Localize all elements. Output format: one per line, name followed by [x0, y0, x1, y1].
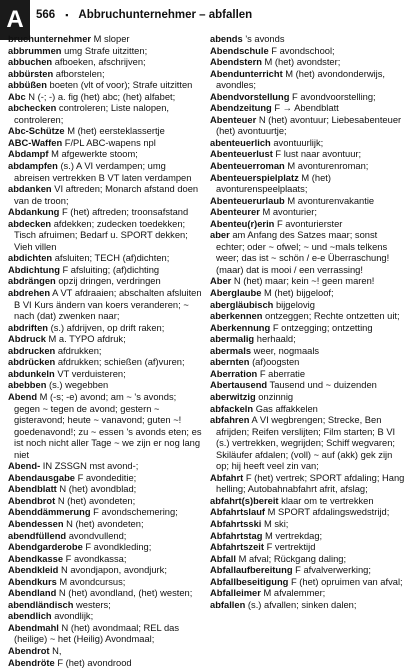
- entry-headword: abendfüllend: [8, 530, 67, 541]
- entry-definition: (s.) A VI verdampen; umg abreisen vertrekken B VT laten verdampen: [14, 161, 192, 183]
- entry-headword: abdampfen: [8, 161, 58, 172]
- dictionary-entry: [210, 288, 406, 300]
- dictionary-entry: [8, 588, 204, 600]
- entry-headword: ABC-Waffen: [8, 137, 63, 148]
- dictionary-entry: [8, 126, 204, 138]
- dictionary-entry: [8, 184, 204, 207]
- dictionary-entry: [210, 577, 406, 589]
- entry-definition: afdrukken; schießen (af)vuren;: [55, 357, 185, 368]
- dictionary-entry: [210, 207, 406, 219]
- left-column: [8, 34, 204, 668]
- dictionary-entry: [210, 300, 406, 312]
- dictionary-entry: [8, 103, 204, 126]
- dictionary-entry: [210, 161, 406, 173]
- entry-definition: F afsluiting; (af)dichting: [59, 264, 160, 275]
- entry-definition: F (het) opruimen van afval;: [288, 576, 403, 587]
- dictionary-entry: [210, 323, 406, 335]
- dictionary-entry: [210, 230, 406, 276]
- dictionary-entry: [8, 369, 204, 381]
- dictionary-entry: [210, 219, 406, 231]
- entry-headword: abdecken: [8, 218, 52, 229]
- entry-headword: Abend-: [8, 461, 41, 472]
- dictionary-entry: [210, 311, 406, 323]
- entry-headword: abdrängen: [8, 276, 56, 287]
- entry-definition: F/PL ABC-wapens npl: [62, 137, 156, 148]
- dictionary-entry: [8, 207, 204, 219]
- dictionary-entry: [8, 288, 204, 323]
- entry-definition: M avonturier;: [259, 207, 317, 218]
- entry-headword: Abendunterricht: [210, 68, 283, 79]
- dictionary-entry: [8, 554, 204, 566]
- entry-definition: weer, nogmaals: [251, 345, 320, 356]
- entry-headword: Abendgarderobe: [8, 542, 83, 553]
- entry-definition: F (het) aftreden; troonsafstand: [59, 207, 189, 218]
- entry-definition: (s.) wegebben: [46, 380, 109, 391]
- entry-definition: boeten (vlt of voor); Strafe uitzitten: [46, 80, 193, 91]
- entry-definition: M vertrekdag;: [262, 530, 323, 541]
- entry-definition: A VI wegbrengen; Strecke, Ben afrijden; Reifen verslijten; Film starten; B VI (s.) vertrekken, wegrijden; Schiff wegvaren; Skiläufer afdalen; (voll) ~ auf (akk) gek zijn op; hij heeft veel zin van;: [216, 415, 396, 472]
- entry-headword: abdunkeln: [8, 368, 55, 379]
- dictionary-entry: [210, 46, 406, 58]
- entry-definition: M (het) eersteklassertje: [64, 126, 165, 137]
- entry-headword: abbürsten: [8, 68, 54, 79]
- dictionary-entry: [210, 196, 406, 208]
- dictionary-entry: [8, 380, 204, 392]
- page-number: 566: [36, 9, 56, 21]
- dictionary-entry: [8, 542, 204, 554]
- entry-headword: bruchunternehmer: [8, 34, 92, 44]
- entry-headword: aber: [210, 230, 230, 241]
- entry-definition: N (-; -) a. fig (het) abc; (het) alfabet;: [25, 91, 176, 102]
- dictionary-entry: [8, 461, 204, 473]
- entry-headword: abfallen: [210, 599, 246, 610]
- entry-headword: abenteuerlich: [210, 137, 271, 148]
- dictionary-entry: [8, 161, 204, 184]
- entry-definition: opzij dringen, verdringen: [55, 276, 161, 287]
- entry-definition: M (het) avonturenspeelplaats;: [216, 172, 331, 195]
- entry-definition: controleren; Liste nalopen, controleren;: [14, 103, 170, 125]
- entry-definition: F avonturierster: [274, 218, 343, 229]
- entry-definition: M sloper: [91, 34, 130, 44]
- entry-headword: abdrücken: [8, 357, 56, 368]
- dictionary-entry: [8, 219, 204, 254]
- dictionary-entry: [210, 276, 406, 288]
- entry-definition: F (het) avondrood: [54, 657, 132, 668]
- entry-headword: Abfalleimer: [210, 588, 261, 599]
- dictionary-entry: [210, 138, 406, 150]
- dictionary-entry: [8, 323, 204, 335]
- dictionary-entry: [8, 484, 204, 496]
- dictionary-entry: [8, 600, 204, 612]
- entry-definition: N (het) avondeten;: [63, 518, 144, 529]
- entry-definition: afsluiten; TECH (af)dichten;: [52, 253, 170, 264]
- entry-definition: N (het) avondblad;: [56, 484, 137, 495]
- entry-headword: Abenteu(r)erin: [210, 218, 275, 229]
- entry-definition: F ontzegging; ontzetting: [270, 322, 373, 333]
- dictionary-entry: [210, 92, 406, 104]
- entry-definition: avontuurlijk;: [270, 137, 324, 148]
- dictionary-entry: [8, 138, 204, 150]
- entry-headword: abfahrt(s)bereit: [210, 495, 279, 506]
- dictionary-entry: [8, 519, 204, 531]
- entry-headword: abbrummen: [8, 45, 62, 56]
- entry-headword: Abendausgabe: [8, 472, 75, 483]
- dictionary-entry: [210, 404, 406, 416]
- entry-definition: westers;: [73, 599, 111, 610]
- entry-definition: am Anfang des Satzes maar; sonst echter; oder ~ ofwel; ~ und ~mals telkens weer; das ist ~ schön / e-e Überraschung! (maar) dat is mooi / een verrassing!: [216, 230, 390, 275]
- entry-definition: F avondkleding;: [82, 542, 152, 553]
- entry-headword: Abendmahl: [8, 622, 59, 633]
- entry-definition: M avonturenvakantie: [284, 195, 375, 206]
- dictionary-entry: [8, 473, 204, 485]
- entry-headword: aberkennen: [210, 311, 263, 322]
- dictionary-entry: [8, 658, 204, 669]
- dictionary-entry: [210, 57, 406, 69]
- entry-headword: Abfahrtsski: [210, 518, 262, 529]
- dictionary-entry: [210, 496, 406, 508]
- entry-definition: F afvalverwerking;: [292, 565, 371, 576]
- dictionary-entry: [8, 346, 204, 358]
- entry-headword: Abenteuerlust: [210, 149, 273, 160]
- entry-headword: Abdichtung: [8, 264, 60, 275]
- entry-definition: N (het) avontuur; Liebesabenteuer (het) avontuurtje;: [216, 114, 402, 137]
- dictionary-entry: [210, 519, 406, 531]
- entry-definition: bijgelovig: [273, 299, 315, 310]
- dictionary-entry: [210, 600, 406, 612]
- entry-headword: Abfahrtszeit: [210, 542, 264, 553]
- entry-headword: Abenteuerurlaub: [210, 195, 285, 206]
- entry-headword: Abendstern: [210, 57, 262, 68]
- entry-definition: F avondschemering;: [90, 507, 178, 518]
- dictionary-entry: [8, 623, 204, 646]
- entry-headword: abbüßen: [8, 80, 47, 91]
- dictionary-entry: [210, 34, 406, 46]
- entry-definition: M afval; Rückgang daling;: [235, 553, 347, 564]
- dictionary-entry: [8, 92, 204, 104]
- dictionary-entry: [8, 34, 204, 46]
- entry-definition: N (het) avondeten;: [55, 495, 136, 506]
- dictionary-entry: [210, 415, 406, 473]
- dictionary-entry: [210, 357, 406, 369]
- dictionary-entry: [8, 80, 204, 92]
- dictionary-entry: [210, 149, 406, 161]
- dictionary-entry: [8, 577, 204, 589]
- dictionary-entry: [210, 392, 406, 404]
- entry-headword: Abendschule: [210, 45, 269, 56]
- entry-definition: M (het) avondonderwijs, avondles;: [216, 68, 385, 91]
- entry-headword: Aber: [210, 276, 232, 287]
- entry-definition: M ski;: [261, 518, 289, 529]
- running-head: Abbruchunternehmer – abfallen: [78, 9, 253, 21]
- entry-definition: herhaald;: [254, 334, 296, 345]
- entry-definition: afdrukken;: [55, 345, 102, 356]
- entry-definition: F aberratie: [257, 368, 306, 379]
- entry-headword: Abenteurer: [210, 207, 260, 218]
- dictionary-entry: [210, 588, 406, 600]
- entry-definition: M avonturenroman;: [284, 161, 369, 172]
- entry-definition: F (het) vertrek; SPORT afdaling; Hang helling; Autobahnabfahrt afrit, afslag;: [216, 472, 405, 495]
- entry-headword: abergläubisch: [210, 299, 274, 310]
- entry-headword: Aberkennung: [210, 322, 271, 333]
- entry-definition: N (het) avondmaal; REL das (heilige) ~ het (Heilig) Avondmaal;: [14, 622, 180, 645]
- entry-headword: Abendvorstellung: [210, 91, 290, 102]
- entry-definition: M a. TYPO afdruk;: [45, 334, 126, 345]
- entry-definition: afboeken, afschrijven;: [52, 57, 146, 68]
- entry-headword: Abendröte: [8, 657, 55, 668]
- entry-definition: avondvullend;: [66, 530, 127, 541]
- dictionary-entry: [210, 507, 406, 519]
- entry-headword: abfahren: [210, 415, 250, 426]
- entry-definition: F lust naar avontuur;: [272, 149, 362, 160]
- dictionary-entry: [8, 357, 204, 369]
- dictionary-entry: [8, 496, 204, 508]
- entry-headword: Abc: [8, 91, 26, 102]
- dictionary-entry: [210, 542, 406, 554]
- entry-headword: abfackeln: [210, 403, 254, 414]
- dictionary-entry: [8, 265, 204, 277]
- entry-headword: Abendland: [8, 588, 57, 599]
- entry-definition: afdekken; zudecken toedekken; Tisch afruimen; Bedarf u. SPORT dekken; Vieh villen: [14, 218, 188, 252]
- entry-headword: Abendkasse: [8, 553, 64, 564]
- entry-headword: abbuchen: [8, 57, 53, 68]
- entry-definition: IN ZSSGN mst avond-;: [40, 461, 139, 472]
- dictionary-entry: [210, 69, 406, 92]
- entry-definition: F avondeditie;: [74, 472, 137, 483]
- entry-headword: abendlich: [8, 611, 52, 622]
- entry-definition: VI aftreden; Monarch afstand doen van de troon;: [14, 184, 199, 206]
- entry-headword: Abenddämmerung: [8, 507, 91, 518]
- dictionary-entry: [8, 334, 204, 346]
- entry-headword: Abendzeitung: [210, 103, 272, 114]
- dictionary-entry: [8, 276, 204, 288]
- entry-definition: N (het) maar; kein ~! geen maren!: [231, 276, 375, 287]
- entry-definition: Tausend und ~ duizenden: [267, 380, 377, 391]
- dictionary-entry: [210, 380, 406, 392]
- entry-headword: abdrucken: [8, 345, 56, 356]
- entry-definition: F → Abendblatt: [271, 103, 339, 114]
- entry-headword: abendländisch: [8, 599, 74, 610]
- entry-definition: F avondschool;: [268, 45, 335, 56]
- entry-headword: abermals: [210, 345, 252, 356]
- entry-definition: N,: [49, 645, 62, 656]
- entry-headword: Abenteuer: [210, 114, 257, 125]
- dictionary-entry: [8, 253, 204, 265]
- header-separator: ▪: [65, 10, 69, 20]
- right-column: [210, 34, 406, 644]
- dictionary-entry: [8, 149, 204, 161]
- entry-headword: Abendessen: [8, 518, 64, 529]
- entry-headword: abebben: [8, 380, 47, 391]
- dictionary-entry: [8, 565, 204, 577]
- dictionary-entry: [210, 473, 406, 496]
- dictionary-entry: [8, 57, 204, 69]
- entry-headword: Abertausend: [210, 380, 268, 391]
- entry-definition: F avondkassa;: [63, 553, 127, 564]
- dictionary-entry: [210, 554, 406, 566]
- entry-definition: (s.) afdrijven, op drift raken;: [47, 322, 165, 333]
- entry-headword: Abenteuerroman: [210, 161, 285, 172]
- entry-headword: Aberglaube: [210, 288, 262, 299]
- entry-definition: M avondcursus;: [56, 576, 126, 587]
- entry-definition: ontzeggen; Rechte ontzetten uit;: [262, 311, 400, 322]
- entry-headword: Abendblatt: [8, 484, 57, 495]
- entry-headword: Abfahrt: [210, 472, 244, 483]
- entry-definition: M afvalemmer;: [260, 588, 326, 599]
- entry-definition: 's avonds: [242, 34, 285, 44]
- dictionary-entry: [8, 611, 204, 623]
- page-header: [36, 6, 404, 24]
- entry-definition: N avondjapon, avondjurk;: [58, 565, 167, 576]
- entry-headword: Abend: [8, 391, 38, 402]
- entry-definition: N (het) avondland, (het) westen;: [56, 588, 193, 599]
- entry-headword: Abc-Schütze: [8, 126, 65, 137]
- dictionary-columns: [8, 34, 406, 668]
- entry-headword: Abendkleid: [8, 565, 59, 576]
- entry-definition: M (-s; -e) avond; am ~ 's avonds; gegen ~ tegen de avond; gestern ~ gisteravond; heute ~ vanavond; guten ~! goedenavond!; zu ~ essen 's avonds eten; es ist noch nicht aller Tage ~ we zijn er nog lang niet: [14, 391, 202, 460]
- entry-definition: umg Strafe uitzitten;: [61, 45, 148, 56]
- entry-headword: abchecken: [8, 103, 57, 114]
- dictionary-entry: [210, 531, 406, 543]
- entry-definition: (s.) afvallen; sinken dalen;: [245, 599, 357, 610]
- entry-definition: M SPORT afdalingswedstrijd;: [265, 507, 390, 518]
- entry-headword: aberwitzig: [210, 391, 256, 402]
- section-letter-tab: A: [0, 0, 30, 40]
- entry-headword: Abdankung: [8, 207, 60, 218]
- dictionary-entry: [210, 565, 406, 577]
- entry-definition: M (het) avondster;: [261, 57, 341, 68]
- entry-headword: Aberration: [210, 368, 258, 379]
- entry-definition: M (het) bijgeloof;: [261, 288, 334, 299]
- entry-definition: onzinnig: [255, 391, 294, 402]
- dictionary-entry: [8, 507, 204, 519]
- entry-headword: Abfahrtstag: [210, 530, 263, 541]
- dictionary-entry: [8, 69, 204, 81]
- entry-headword: Abfahrtslauf: [210, 507, 266, 518]
- entry-headword: abdichten: [8, 253, 53, 264]
- dictionary-entry: [8, 392, 204, 461]
- entry-headword: abdrehen: [8, 288, 51, 299]
- entry-definition: klaar om te vertrekken: [278, 495, 374, 506]
- entry-headword: Abfallbeseitigung: [210, 576, 289, 587]
- entry-headword: Abendbrot: [8, 495, 56, 506]
- dictionary-entry: [210, 115, 406, 138]
- entry-definition: Gas affakkelen: [253, 403, 318, 414]
- dictionary-entry: [8, 531, 204, 543]
- entry-headword: Abfall: [210, 553, 236, 564]
- entry-definition: M afgewerkte stoom;: [48, 149, 138, 160]
- entry-definition: F avondvoorstelling;: [289, 91, 376, 102]
- entry-headword: abdriften: [8, 322, 48, 333]
- dictionary-entry: [210, 369, 406, 381]
- entry-headword: abends: [210, 34, 243, 44]
- dictionary-entry: [210, 334, 406, 346]
- entry-headword: Abendkurs: [8, 576, 57, 587]
- entry-headword: Abendrot: [8, 645, 50, 656]
- entry-headword: Abfallaufbereitung: [210, 565, 293, 576]
- dictionary-entry: [210, 173, 406, 196]
- entry-definition: VT verduisteren;: [54, 368, 126, 379]
- entry-headword: Abdampf: [8, 149, 49, 160]
- entry-definition: afborstelen;: [53, 68, 105, 79]
- dictionary-entry: [210, 346, 406, 358]
- entry-definition: F vertrektijd: [264, 542, 316, 553]
- dictionary-entry: [8, 646, 204, 658]
- entry-headword: abermalig: [210, 334, 255, 345]
- entry-headword: abernten: [210, 357, 250, 368]
- dictionary-entry: [8, 46, 204, 58]
- dictionary-entry: [210, 103, 406, 115]
- entry-definition: (af)oogsten: [249, 357, 300, 368]
- entry-definition: A VT afdraaien; abschalten afsluiten B VI Kurs ändern van koers veranderen; ~ nach (dat) zwenken naar;: [14, 288, 202, 322]
- entry-headword: Abenteuerspielplatz: [210, 172, 299, 183]
- entry-headword: Abdruck: [8, 334, 46, 345]
- entry-headword: abdanken: [8, 184, 52, 195]
- entry-definition: avondlijk;: [51, 611, 94, 622]
